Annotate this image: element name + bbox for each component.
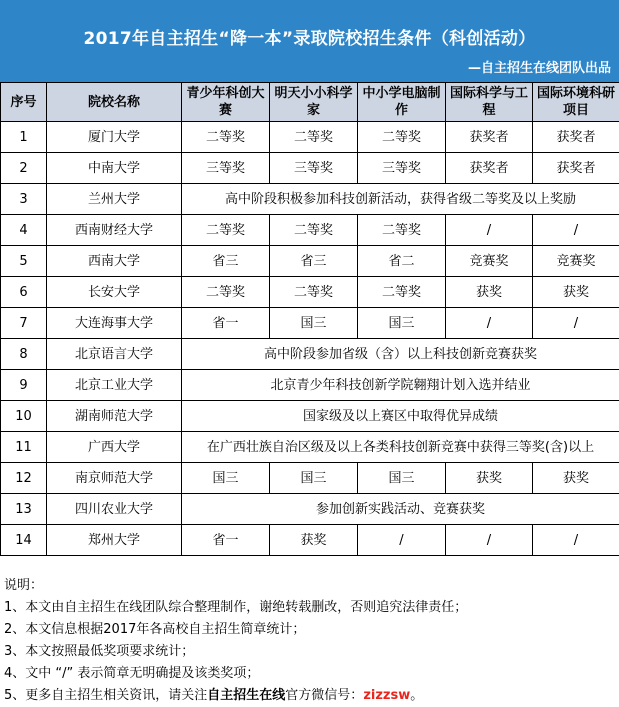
header-computer-making: 中小学电脑制作 <box>358 83 446 122</box>
note-line: 1、本文由自主招生在线团队综合整理制作，谢绝转载删改，否则追究法律责任； <box>4 597 616 619</box>
school-name: 兰州大学 <box>47 184 182 215</box>
award-cell: 二等奖 <box>358 122 446 153</box>
row-number: 5 <box>1 246 47 277</box>
award-cell: 省三 <box>182 246 270 277</box>
row-number: 12 <box>1 463 47 494</box>
note-line: 4、文中 “/” 表示简章无明确提及该类奖项； <box>4 663 616 685</box>
award-cell: / <box>446 215 533 246</box>
school-name: 广西大学 <box>47 432 182 463</box>
table-row <box>1 401 619 432</box>
award-cell: 三等奖 <box>182 153 270 184</box>
note-last-mid: 官方微信号： <box>285 688 363 703</box>
school-name: 中南大学 <box>47 153 182 184</box>
award-cell: 获奖 <box>446 463 533 494</box>
award-cell: 获奖 <box>533 277 619 308</box>
header-intl-science-eng: 国际科学与工程 <box>446 83 533 122</box>
table-row <box>1 122 619 153</box>
award-cell: / <box>533 525 619 556</box>
award-cell: 省一 <box>182 525 270 556</box>
row-number: 14 <box>1 525 47 556</box>
notes-heading: 说明： <box>4 575 616 597</box>
table-row <box>1 525 619 556</box>
award-cell: 竞赛奖 <box>446 246 533 277</box>
award-cell: / <box>358 525 446 556</box>
school-name: 湖南师范大学 <box>47 401 182 432</box>
award-cell: 二等奖 <box>270 277 358 308</box>
credit-line: —自主招生在线团队出品 <box>468 61 611 77</box>
table-row <box>1 432 619 463</box>
award-cell: 国三 <box>270 463 358 494</box>
award-cell: 二等奖 <box>182 122 270 153</box>
table-row <box>1 184 619 215</box>
merged-requirement: 高中阶段参加省级（含）以上科技创新竞赛获奖 <box>182 339 619 370</box>
merged-requirement: 北京青少年科技创新学院翱翔计划入选并结业 <box>182 370 619 401</box>
row-number: 3 <box>1 184 47 215</box>
school-name: 南京师范大学 <box>47 463 182 494</box>
row-number: 13 <box>1 494 47 525</box>
award-cell: 二等奖 <box>358 215 446 246</box>
award-cell: 国三 <box>358 463 446 494</box>
header-no: 序号 <box>1 83 47 122</box>
row-number: 2 <box>1 153 47 184</box>
note-last-prefix: 5、更多自主招生相关资讯，请关注 <box>4 688 207 703</box>
award-cell: 二等奖 <box>182 215 270 246</box>
header-little-scientist: 明天小小科学家 <box>270 83 358 122</box>
header-school: 院校名称 <box>47 83 182 122</box>
award-cell: 获奖 <box>446 277 533 308</box>
award-cell: / <box>446 308 533 339</box>
award-cell: 三等奖 <box>358 153 446 184</box>
row-number: 9 <box>1 370 47 401</box>
header-youth-contest: 青少年科创大赛 <box>182 83 270 122</box>
merged-requirement: 在广西壮族自治区级及以上各类科技创新竞赛中获得三等奖(含)以上 <box>182 432 619 463</box>
note-line: 2、本文信息根据2017年各高校自主招生简章统计； <box>4 619 616 641</box>
table-row <box>1 277 619 308</box>
table-row <box>1 494 619 525</box>
award-cell: 三等奖 <box>270 153 358 184</box>
row-number: 7 <box>1 308 47 339</box>
school-name: 四川农业大学 <box>47 494 182 525</box>
row-number: 4 <box>1 215 47 246</box>
award-cell: / <box>446 525 533 556</box>
award-cell: 省二 <box>358 246 446 277</box>
notes-section <box>4 575 616 707</box>
school-name: 北京语言大学 <box>47 339 182 370</box>
row-number: 1 <box>1 122 47 153</box>
note-line: 3、本文按照最低奖项要求统计； <box>4 641 616 663</box>
school-name: 西南财经大学 <box>47 215 182 246</box>
row-number: 6 <box>1 277 47 308</box>
school-name: 西南大学 <box>47 246 182 277</box>
award-cell: 获奖者 <box>533 122 619 153</box>
row-number: 10 <box>1 401 47 432</box>
award-cell: 国三 <box>182 463 270 494</box>
table-row <box>1 463 619 494</box>
award-cell: 获奖者 <box>446 122 533 153</box>
award-cell: 获奖 <box>533 463 619 494</box>
award-cell: 二等奖 <box>270 122 358 153</box>
table-header-row <box>1 83 619 122</box>
table-body <box>1 122 619 556</box>
merged-requirement: 参加创新实践活动、竞赛获奖 <box>182 494 619 525</box>
merged-requirement: 国家级及以上赛区中取得优异成绩 <box>182 401 619 432</box>
award-cell: 国三 <box>358 308 446 339</box>
table-row <box>1 308 619 339</box>
wechat-id: zizzsw <box>363 688 410 703</box>
award-cell: 省一 <box>182 308 270 339</box>
award-cell: 获奖者 <box>533 153 619 184</box>
table-row <box>1 215 619 246</box>
school-name: 郑州大学 <box>47 525 182 556</box>
page-title: 2017年自主招生“降一本”录取院校招生条件（科创活动） <box>0 28 619 50</box>
school-name: 大连海事大学 <box>47 308 182 339</box>
title-banner <box>0 0 619 82</box>
note-last-account: 自主招生在线 <box>207 688 285 703</box>
table-row <box>1 339 619 370</box>
award-cell: 二等奖 <box>182 277 270 308</box>
school-name: 北京工业大学 <box>47 370 182 401</box>
school-name: 长安大学 <box>47 277 182 308</box>
award-cell: 二等奖 <box>358 277 446 308</box>
award-cell: 国三 <box>270 308 358 339</box>
school-name: 厦门大学 <box>47 122 182 153</box>
row-number: 8 <box>1 339 47 370</box>
award-cell: / <box>533 308 619 339</box>
award-cell: 获奖 <box>270 525 358 556</box>
row-number: 11 <box>1 432 47 463</box>
award-cell: 获奖者 <box>446 153 533 184</box>
award-cell: / <box>533 215 619 246</box>
header-intl-environment: 国际环境科研项目 <box>533 83 619 122</box>
award-cell: 二等奖 <box>270 215 358 246</box>
award-cell: 省三 <box>270 246 358 277</box>
table-row <box>1 153 619 184</box>
admission-table <box>0 82 619 556</box>
table-row <box>1 370 619 401</box>
merged-requirement: 高中阶段积极参加科技创新活动，获得省级二等奖及以上奖励 <box>182 184 619 215</box>
note-last-suffix: 。 <box>410 688 423 703</box>
award-cell: 竞赛奖 <box>533 246 619 277</box>
table-row <box>1 246 619 277</box>
